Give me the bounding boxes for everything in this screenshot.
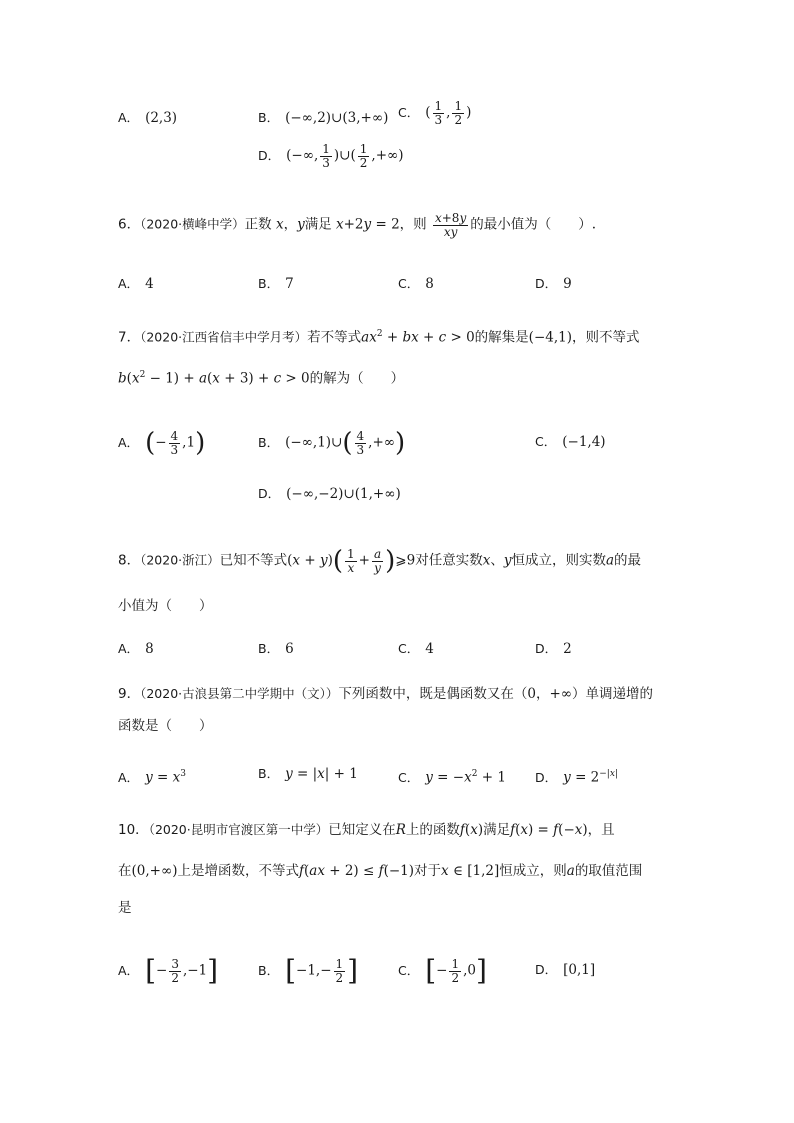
q10-option-d: D． [0,1] (535, 962, 596, 978)
q5-option-a: A． (2,3) (118, 110, 178, 126)
q9-option-c: C． $y = -x^2 + 1$ (398, 769, 506, 786)
q10-option-c: C． [− $\frac{1}{2}$ ,0] (398, 954, 487, 988)
q8-stem-line2: 小值为（ ） (118, 598, 213, 614)
q9-stem-line2: 函数是（ ） (118, 718, 213, 734)
q8-option-c: C． 4 (398, 641, 434, 657)
q6-stem: 6．（2020·横峰中学）正数 x，y满足 x+2y = 2，则 $\frac{x+8y}{xy}$ 的最小值为（ ）. (118, 211, 597, 239)
q9-stem: 9．（2020·古浪县第二中学期中（文））下列函数中，既是偶函数又在（0，+∞）单调递增的 (118, 686, 654, 702)
q10-stem-line3: 是 (118, 900, 132, 916)
q10-stem: 10．（2020·昆明市官渡区第一中学）已知定义在R上的函数f(x)满足f(x) = f(−x)，且 (118, 822, 615, 838)
q7-option-c: C． (−1,4) (535, 434, 606, 450)
q5-option-b: B． (−∞,2)∪(3,+∞) (258, 110, 389, 126)
q9-option-b: B． y = |x| + 1 (258, 766, 358, 782)
q10-stem-line2: 在(0,+∞)上是增函数，不等式f(ax + 2) ≤ f(−1)对于x ∈ [1,2]恒成立，则a的取值范围 (118, 863, 643, 879)
q7-option-b: B． (−∞,1)∪( $\frac{4}{3}$ ,+∞) (258, 428, 406, 459)
q9-option-d: D． $y = 2^{-|x|}$ (535, 769, 618, 786)
q7-option-d: D． (−∞,−2)∪(1,+∞) (258, 486, 401, 502)
q7-stem-line2: $b(x^2 - 1) + a(x + 3) + c > 0$的解为（ ） (118, 370, 405, 387)
q6-option-c: C． 8 (398, 276, 434, 292)
q8-option-d: D． 2 (535, 641, 572, 657)
q10-option-b: B． [−1,− $\frac{1}{2}$ ] (258, 954, 359, 988)
q8-option-b: B． 6 (258, 641, 294, 657)
q10-option-a: A． [− $\frac{3}{2}$ ,−1] (118, 954, 219, 988)
q8-option-a: A． 8 (118, 641, 154, 657)
q9-option-a: A． $y = x^3$ (118, 769, 186, 786)
q7-stem: 7．（2020·江西省信丰中学月考）若不等式$ax^2$ + bx + c > 0的解集是(−4,1)，则不等式 (118, 329, 640, 346)
q6-option-d: D． 9 (535, 276, 572, 292)
q6-option-a: A． 4 (118, 276, 154, 292)
q6-option-b: B． 7 (258, 276, 294, 292)
q5-option-c: C． ( $\frac{1}{3}$ , $\frac{1}{2}$ ) (398, 99, 472, 127)
q7-option-a: A． (− $\frac{4}{3}$ ,1) (118, 428, 206, 459)
q6-fraction: $\frac{x+8y}{xy}$ (434, 211, 467, 239)
q8-stem: 8．（2020·浙江）已知不等式(x + y)( $\frac{1}{x}$ + $\frac{a}{y}$ )⩾9对任意实数x、y恒成立，则实数a的最 (118, 546, 642, 577)
q5-option-d: D． (−∞, $\frac{1}{3}$ )∪( $\frac{1}{2}$ ,+∞) (258, 142, 404, 170)
